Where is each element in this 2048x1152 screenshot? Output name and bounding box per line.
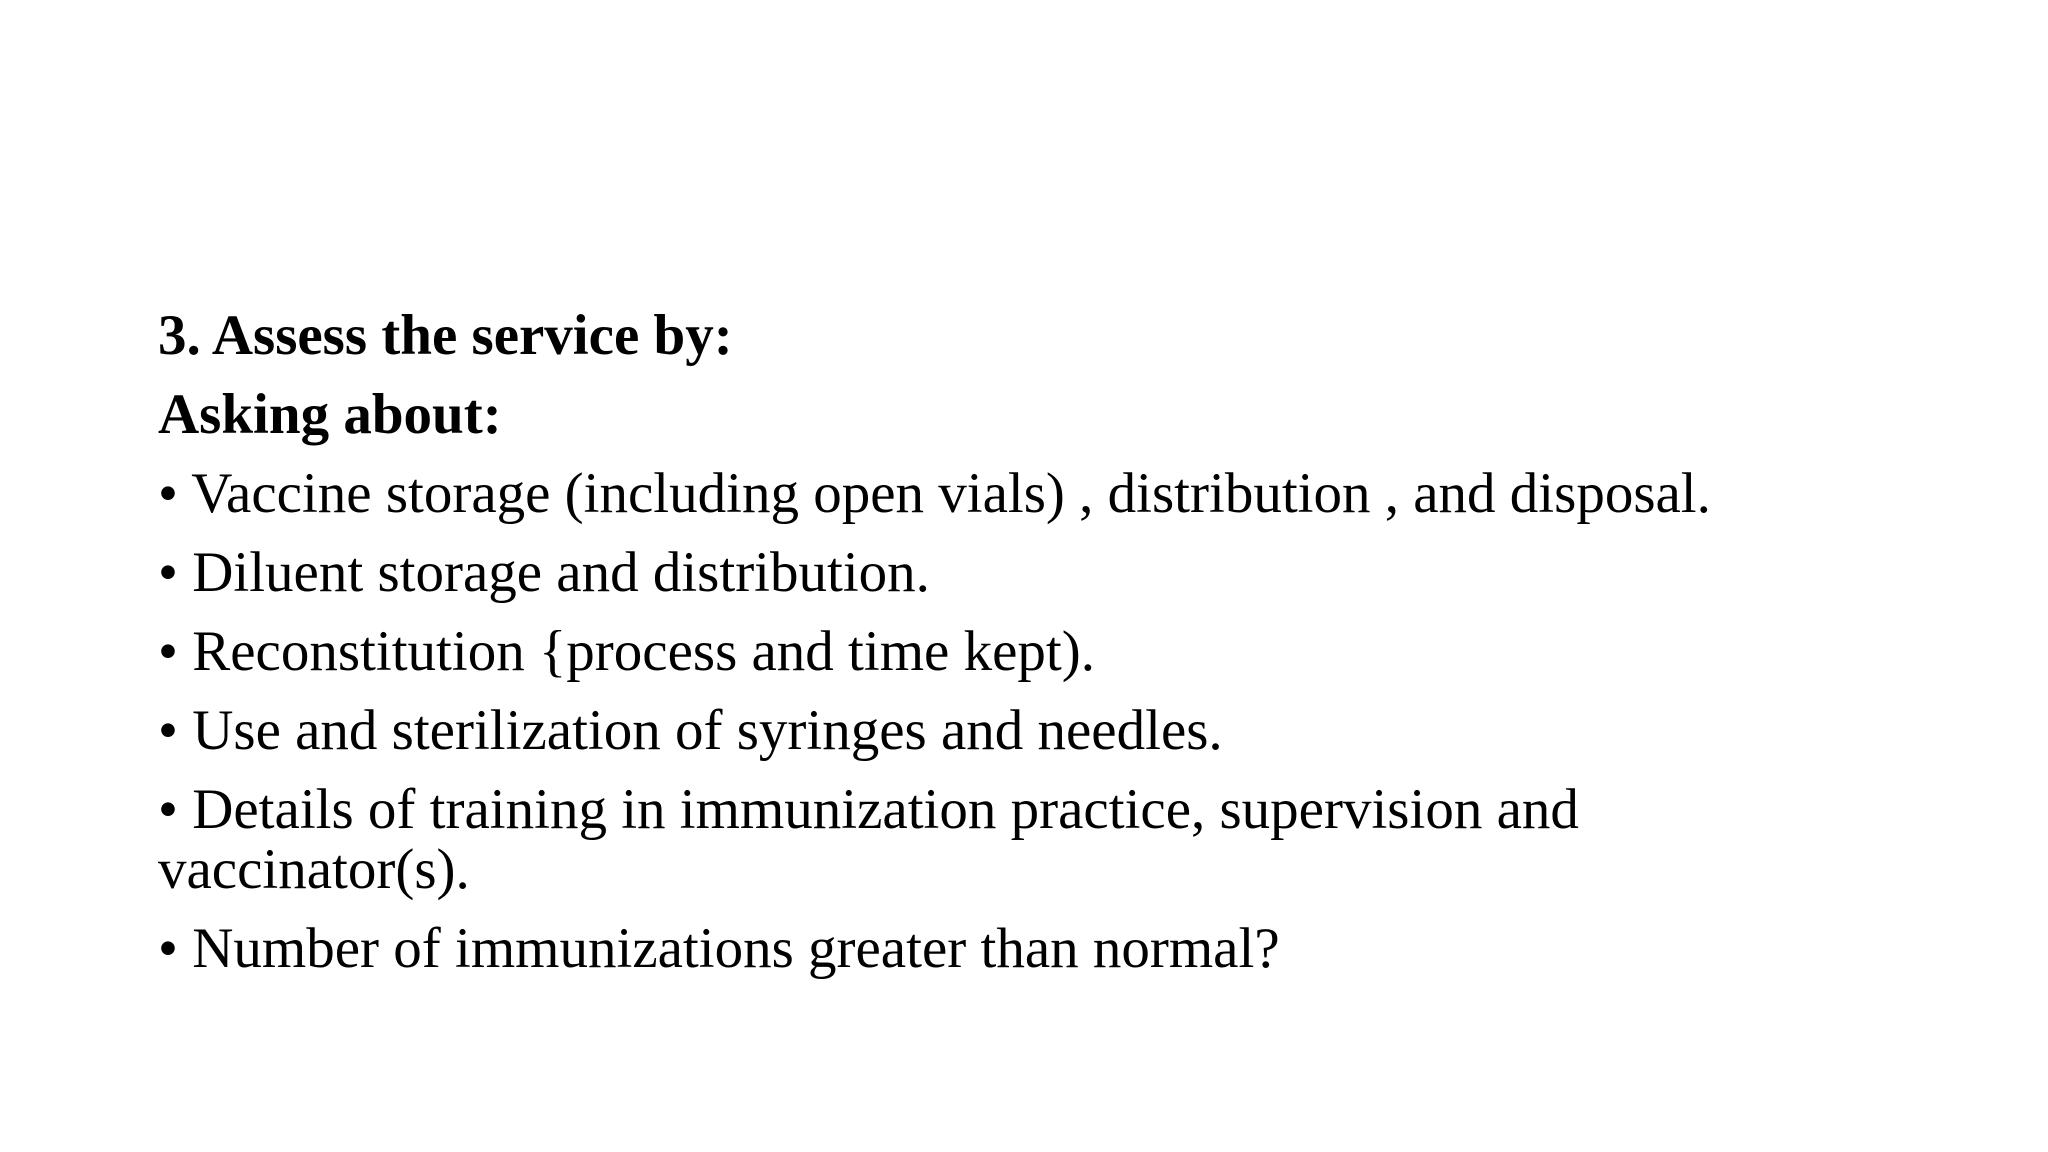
list-item-text: Details of training in immunization practice, supervision and vaccinator(s). [158,778,1579,901]
list-item-text: Reconstitution {process and time kept). [192,620,1095,683]
bullet-marker: • [158,917,178,980]
slide-body [158,306,1958,998]
bullet-marker: • [158,778,178,841]
list-item-text: Vaccine storage (including open vials) , distribution , and disposal. [191,462,1711,525]
list-item [158,919,1958,979]
bullet-marker: • [158,462,178,525]
list-item [158,464,1958,524]
list-item-text: Diluent storage and distribution. [192,541,930,604]
list-item-text: Use and sterilization of syringes and needles. [192,699,1223,762]
list-item [158,622,1958,682]
list-item [158,780,1678,900]
list-item-text: Number of immunizations greater than normal? [192,917,1280,980]
list-item [158,543,1958,603]
section-subheading: Asking about: [158,383,502,446]
bullet-marker: • [158,699,178,762]
bullet-marker: • [158,620,178,683]
section-heading: 3. Assess the service by: [158,304,733,367]
list-item [158,701,1958,761]
bullet-marker: • [158,541,178,604]
